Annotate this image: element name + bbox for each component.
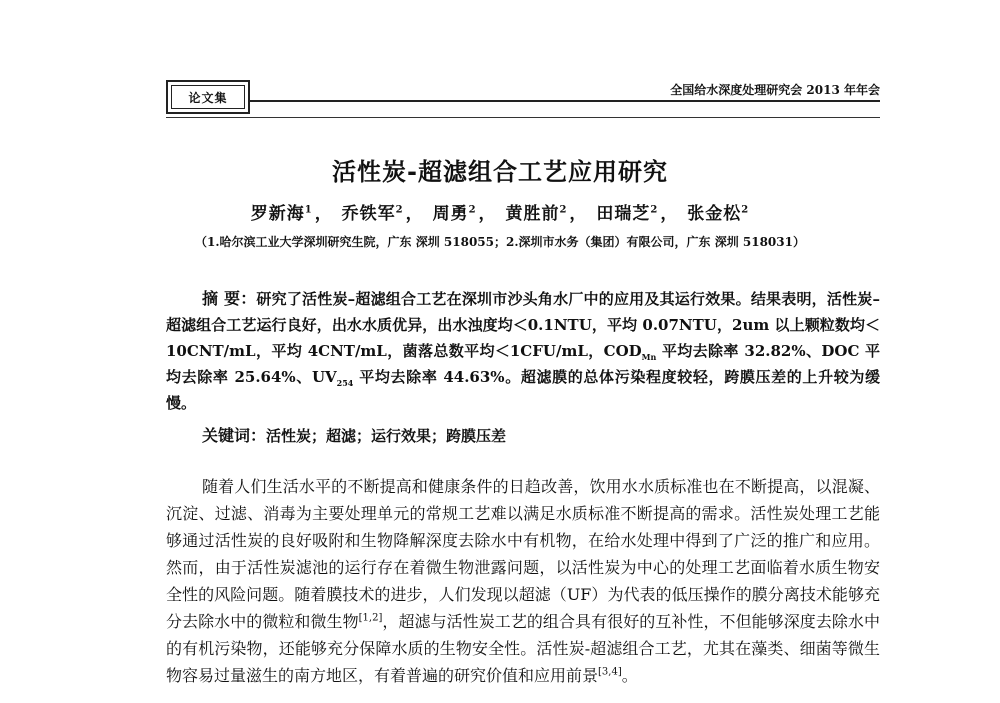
keywords-text: 活性炭；超滤；运行效果；跨膜压差 — [266, 427, 507, 445]
intro-text-2: ，超滤与活性炭工艺的组合具有很好的互补性，不但能够深度去除水中的有机污染物，还能够充分保障水质的生物安全性。活性炭-超滤组合工艺，尤其在藻类、细菌等微生物容易过量滋生的南方地区，有着普遍的研究价值和应用前景 — [166, 612, 880, 685]
abstract-text-1: 研究了活性炭–超滤组合工艺在深圳市沙头角水厂中的应用及其运行效果。结果表明，活性炭–超滤组合工艺运行良好，出水水质优异，出水浊度均＜0.1NTU，平均 0.07NTU，2um 以上颗粒数均＜10CNT/mL，平均 4CNT/mL，菌落总数平均＜1CFU/mL，COD — [166, 290, 880, 360]
abstract-cod-subscript: Mn — [641, 352, 657, 362]
author-list: 罗新海$^1$ ， 乔铁军$^2$ ， 周勇$^2$ ， 黄胜前$^2$ ， 田瑞芝$^2$ ， 张金松$^2$ — [250, 204, 750, 224]
author-name: 黄胜前 — [505, 204, 560, 224]
abstract — [166, 286, 880, 416]
abstract-uv-subscript: 254 — [336, 378, 354, 388]
paper-title: 活性炭-超滤组合工艺应用研究 — [332, 158, 668, 186]
intro-text-3: 。 — [621, 666, 638, 685]
intro-paragraph — [166, 473, 880, 689]
keywords — [202, 423, 506, 446]
author-affiliation-mark: 2 — [468, 204, 477, 216]
citation-ref: [3,4] — [598, 666, 622, 678]
author-name: 罗新海 — [250, 204, 305, 224]
abstract-text-2: 平均去除率 32.82%、DOC 平均去除率 25.64%、UV — [166, 342, 880, 386]
author-affiliation-mark: 2 — [650, 204, 659, 216]
author-name: 乔铁军 — [341, 204, 396, 224]
author-name: 张金松 — [687, 204, 742, 224]
header-conference: 全国给水深度处理研究会 2013 年年会 — [670, 83, 880, 97]
author-name: 周勇 — [432, 204, 469, 224]
header-rule-lower — [166, 117, 880, 118]
abstract-text-3: 平均去除率 44.63%。超滤膜的总体污染程度较轻，跨膜压差的上升较为缓慢。 — [166, 368, 880, 412]
affiliations: （1.哈尔滨工业大学深圳研究生院，广东 深圳 518055；2.深圳市水务（集团）有限公司，广东 深圳 518031） — [195, 235, 805, 249]
abstract-label: 摘 要： — [202, 289, 257, 308]
header-section-label: 论文集 — [171, 85, 245, 109]
header-rule-upper — [250, 100, 880, 102]
author-name: 田瑞芝 — [596, 204, 651, 224]
author-affiliation-mark: 2 — [741, 204, 750, 216]
keywords-label: 关键词： — [202, 426, 267, 445]
author-affiliation-mark: 2 — [559, 204, 568, 216]
header-section-box — [166, 80, 250, 114]
author-affiliation-mark: 1 — [304, 204, 313, 216]
author-affiliation-mark: 2 — [395, 204, 404, 216]
citation-ref: [1,2] — [358, 612, 383, 624]
intro-text-1: 随着人们生活水平的不断提高和健康条件的日趋改善，饮用水水质标准也在不断提高，以混凝、沉淀、过滤、消毒为主要处理单元的常规工艺难以满足水质标准不断提高的需求。活性炭处理工艺能够通过活性炭的良好吸附和生物降解深度去除水中有机物，在给水处理中得到了广泛的推广和应用。然而，由于活性炭滤池的运行存在着微生物泄露问题，以活性炭为中心的处理工艺面临着水质生物安全性的风险问题。随着膜技术的进步，人们发现以超滤（UF）为代表的低压操作的膜分离技术能够充分去除水中的微粒和微生物 — [166, 477, 880, 631]
